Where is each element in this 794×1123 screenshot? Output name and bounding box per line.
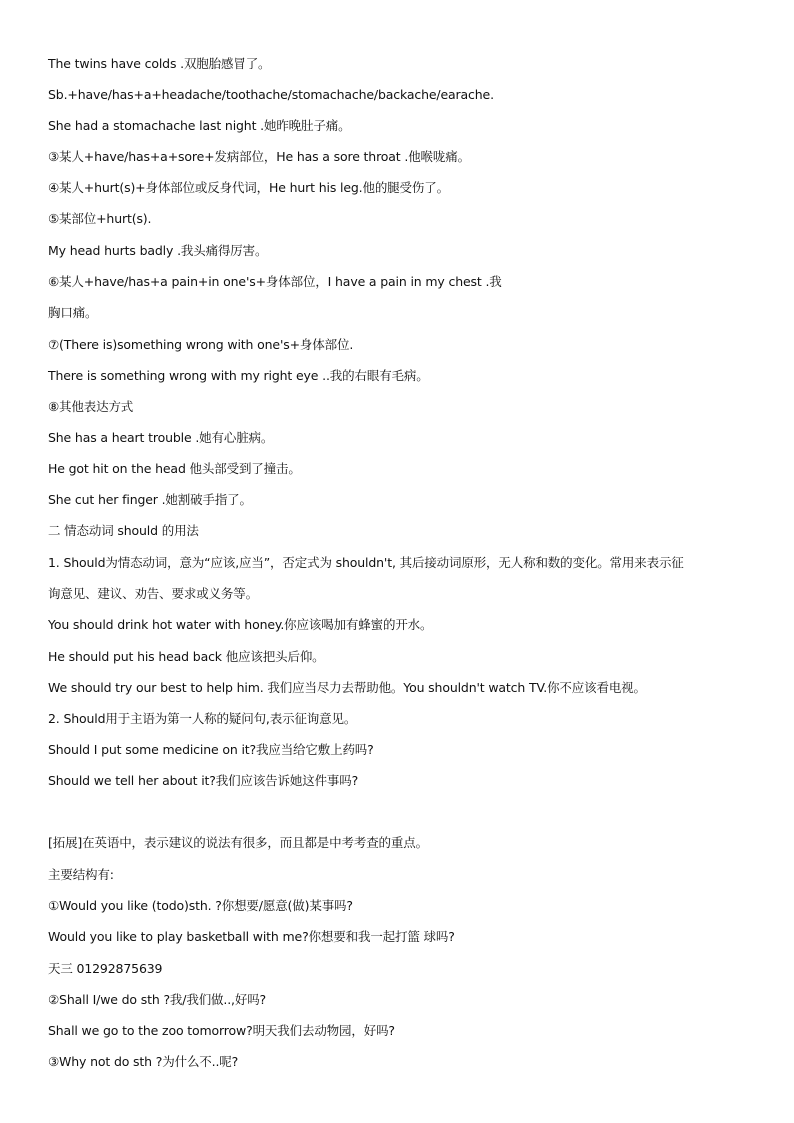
text-line: 2. Should用于主语为第一人称的疑问句,表示征询意见。 xyxy=(48,711,357,726)
text-line: ③Why not do sth ?为什么不..呢? xyxy=(48,1054,239,1069)
text-line: You should drink hot water with honey.你应该喝加有蜂蜜的开水。 xyxy=(48,617,433,632)
text-line: 胸口痛。 xyxy=(48,305,98,320)
text-line: My head hurts badly .我头痛得厉害。 xyxy=(48,243,268,258)
text-line: Sb.+have/has+a+headache/toothache/stomachache/backache/earache. xyxy=(48,87,494,102)
text-line: The twins have colds .双胞胎感冒了。 xyxy=(48,56,271,71)
text-line: 天三 01292875639 xyxy=(48,961,163,976)
text-line: Should I put some medicine on it?我应当给它敷上药吗? xyxy=(48,742,374,757)
section-heading: 二 情态动词 should 的用法 xyxy=(48,523,199,538)
text-line: There is something wrong with my right eye ..我的右眼有毛病。 xyxy=(48,368,429,383)
text-line: 1. Should为情态动词，意为“应该,应当”，否定式为 shouldn't, 其后接动词原形，无人称和数的变化。常用来表示征 xyxy=(48,555,684,570)
text-line: [拓展]在英语中，表示建议的说法有很多，而且都是中考考查的重点。 xyxy=(48,835,428,850)
text-line: 询意见、建议、劝告、要求或义务等。 xyxy=(48,586,258,601)
text-line: ④某人+hurt(s)+身体部位或反身代词，He hurt his leg.他的腿受伤了。 xyxy=(48,180,449,195)
text-line: 主要结构有: xyxy=(48,867,114,882)
text-line: She cut her finger .她割破手指了。 xyxy=(48,492,252,507)
text-line: ②Shall I/we do sth ?我/我们做..,好吗? xyxy=(48,992,267,1007)
text-line: We should try our best to help him. 我们应当尽力去帮助他。You shouldn't watch TV.你不应该看电视。 xyxy=(48,680,646,695)
text-line: ⑦(There is)something wrong with one's+身体部位. xyxy=(48,337,354,352)
text-line: He should put his head back 他应该把头后仰。 xyxy=(48,649,325,664)
text-line: ①Would you like (todo)sth. ?你想要/愿意(做)某事吗? xyxy=(48,898,353,913)
text-line: Shall we go to the zoo tomorrow?明天我们去动物园，好吗? xyxy=(48,1023,395,1038)
text-line: ⑤某部位+hurt(s). xyxy=(48,211,152,226)
text-line: Should we tell her about it?我们应该告诉她这件事吗? xyxy=(48,773,359,788)
text-line: She has a heart trouble .她有心脏病。 xyxy=(48,430,274,445)
text-line: ⑧其他表达方式 xyxy=(48,399,134,414)
text-line: ③某人+have/has+a+sore+发病部位，He has a sore throat .他喉咙痛。 xyxy=(48,149,470,164)
text-line: ⑥某人+have/has+a pain+in one's+身体部位，I have a pain in my chest .我 xyxy=(48,274,502,289)
text-line: He got hit on the head 他头部受到了撞击。 xyxy=(48,461,301,476)
text-line: Would you like to play basketball with me?你想要和我一起打篮 球吗? xyxy=(48,929,455,944)
text-line: She had a stomachache last night .她昨晚肚子痛。 xyxy=(48,118,351,133)
